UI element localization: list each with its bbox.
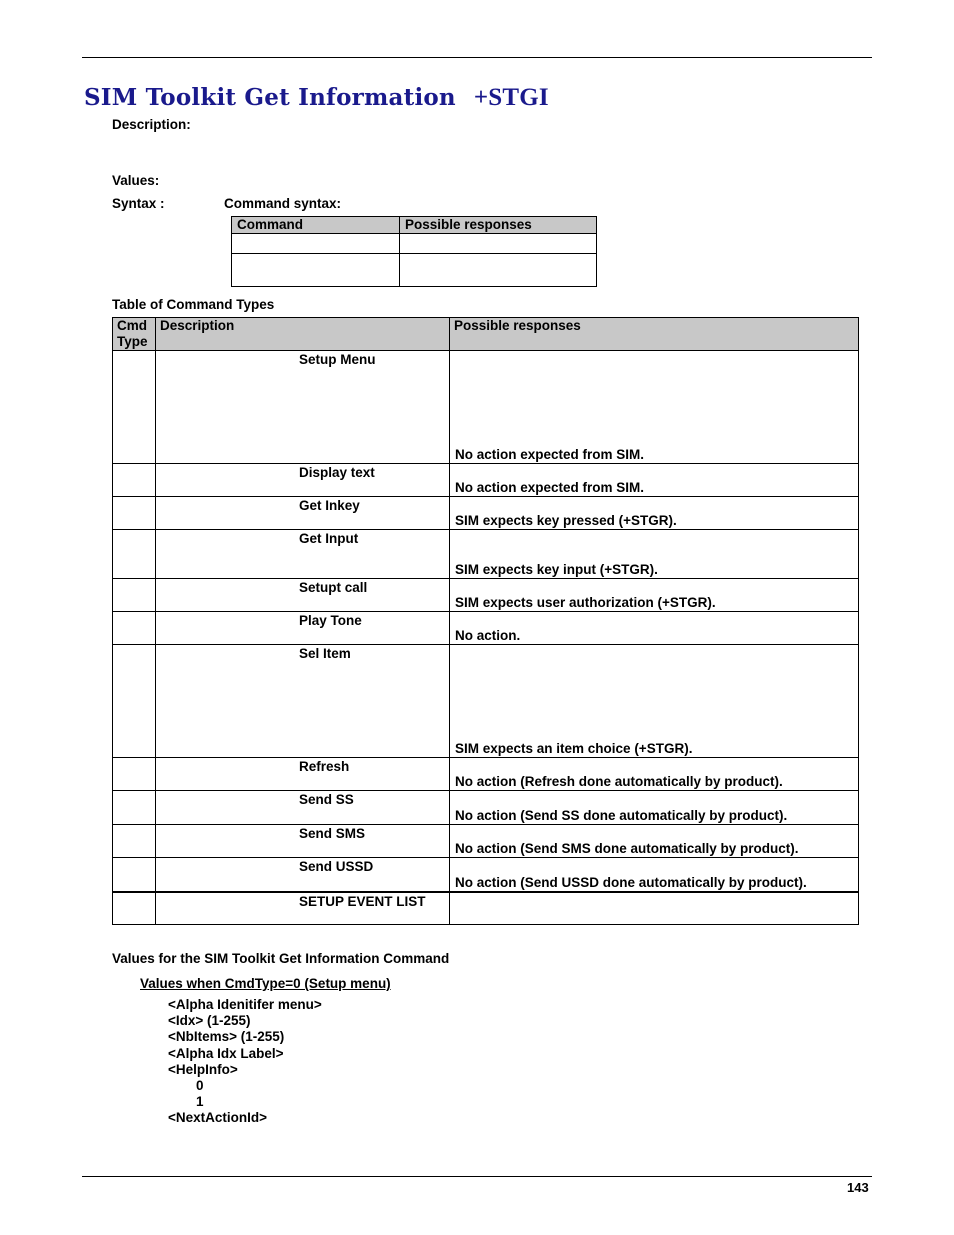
response-cell [450, 612, 859, 645]
cmd-type-cell [113, 612, 156, 645]
header-cmd-type: Cmd Type [113, 318, 156, 351]
description-cell [156, 858, 450, 892]
values-section-title: Values for the SIM Toolkit Get Information Command [112, 951, 450, 966]
syntax-cell [232, 234, 400, 254]
description-text: Display text [299, 465, 375, 480]
values-list-item: <NextActionId> [168, 1110, 268, 1125]
description-cell [156, 825, 450, 858]
table-row [113, 530, 859, 579]
response-text: No action. [455, 628, 521, 643]
response-text: SIM expects key pressed (+STGR). [455, 513, 677, 528]
title-text: SIM Toolkit Get Information [84, 84, 456, 111]
response-cell [450, 758, 859, 791]
table-row [113, 892, 859, 925]
response-text: SIM expects user authorization (+STGR). [455, 595, 716, 610]
response-text: No action (Refresh done automatically by product). [455, 774, 783, 789]
description-cell [156, 497, 450, 530]
response-text: No action expected from SIM. [455, 480, 645, 495]
response-cell [450, 351, 859, 464]
command-types-table [112, 317, 859, 925]
cmd-type-cell [113, 351, 156, 464]
syntax-cell [400, 254, 597, 287]
cmd-type-cell [113, 791, 156, 825]
table-row [113, 351, 859, 464]
response-cell [450, 858, 859, 892]
response-cell [450, 791, 859, 825]
syntax-table [231, 216, 597, 287]
description-text: Refresh [299, 759, 350, 774]
table-row [113, 825, 859, 858]
description-cell [156, 758, 450, 791]
response-text: No action (Send SS done automatically by product). [455, 808, 788, 823]
values-list-item: 1 [196, 1094, 204, 1109]
response-text: No action expected from SIM. [455, 447, 645, 462]
description-text: Send SS [299, 792, 354, 807]
table-row [113, 758, 859, 791]
description-cell [156, 892, 450, 925]
table-row [113, 612, 859, 645]
description-text: Play Tone [299, 613, 362, 628]
cmd-type-cell [113, 892, 156, 925]
syntax-label: Syntax : [112, 196, 165, 211]
title-command: +STGI [473, 84, 549, 111]
response-cell [450, 497, 859, 530]
values-cmdtype0-heading: Values when CmdType=0 (Setup menu) [140, 976, 391, 991]
description-cell [156, 791, 450, 825]
header-possible-responses: Possible responses [450, 318, 859, 351]
header-rule [82, 57, 872, 58]
table-row [113, 645, 859, 758]
description-cell [156, 351, 450, 464]
response-text: SIM expects key input (+STGR). [455, 562, 658, 577]
command-syntax-label: Command syntax: [224, 196, 342, 211]
response-cell [450, 579, 859, 612]
description-text: Send SMS [299, 826, 366, 841]
description-label: Description: [112, 117, 191, 132]
values-list-item: <Alpha Idx Label> [168, 1046, 284, 1061]
description-text: Sel Item [299, 646, 351, 661]
response-text: No action (Send USSD done automatically by product). [455, 874, 807, 890]
table-row [113, 464, 859, 497]
table-row [113, 791, 859, 825]
cmd-type-cell [113, 645, 156, 758]
values-list-item: <Alpha Idenitifer menu> [168, 997, 322, 1012]
description-text: Get Inkey [299, 498, 360, 513]
description-cell [156, 612, 450, 645]
header-description: Description [156, 318, 450, 351]
description-text: Setup Menu [299, 352, 376, 367]
table-row [113, 579, 859, 612]
response-cell [450, 530, 859, 579]
description-text: Get Input [299, 531, 359, 546]
description-cell [156, 645, 450, 758]
description-text: Send USSD [299, 859, 374, 874]
types-table-title: Table of Command Types [112, 297, 275, 312]
syntax-cell [232, 254, 400, 287]
syntax-cell [400, 234, 597, 254]
cmd-type-cell [113, 497, 156, 530]
syntax-table-header-row [232, 217, 597, 234]
values-list-item: <Idx> (1-255) [168, 1013, 251, 1028]
footer-rule [82, 1176, 872, 1177]
syntax-table-row [232, 254, 597, 287]
page-title [84, 84, 549, 112]
values-list-item: <HelpInfo> [168, 1062, 238, 1077]
syntax-table-row [232, 234, 597, 254]
response-text: SIM expects an item choice (+STGR). [455, 741, 693, 756]
description-cell [156, 530, 450, 579]
values-list-item: <NbItems> (1-255) [168, 1029, 285, 1044]
cmd-type-cell [113, 858, 156, 892]
values-label: Values: [112, 173, 160, 188]
table-row [113, 858, 859, 892]
table-row [113, 497, 859, 530]
syntax-header-command: Command [232, 217, 400, 234]
response-cell [450, 825, 859, 858]
description-text: Setupt call [299, 580, 368, 595]
cmd-type-cell [113, 530, 156, 579]
syntax-header-responses: Possible responses [400, 217, 597, 234]
response-cell [450, 892, 859, 925]
values-list-item: 0 [196, 1078, 204, 1093]
cmd-type-cell [113, 464, 156, 497]
types-table-header-row [113, 318, 859, 351]
description-text: SETUP EVENT LIST [299, 893, 426, 909]
page-number: 143 [847, 1180, 869, 1195]
cmd-type-cell [113, 758, 156, 791]
description-cell [156, 579, 450, 612]
description-cell [156, 464, 450, 497]
response-cell [450, 464, 859, 497]
response-cell [450, 645, 859, 758]
cmd-type-cell [113, 579, 156, 612]
response-text: No action (Send SMS done automatically by product). [455, 841, 799, 856]
cmd-type-cell [113, 825, 156, 858]
